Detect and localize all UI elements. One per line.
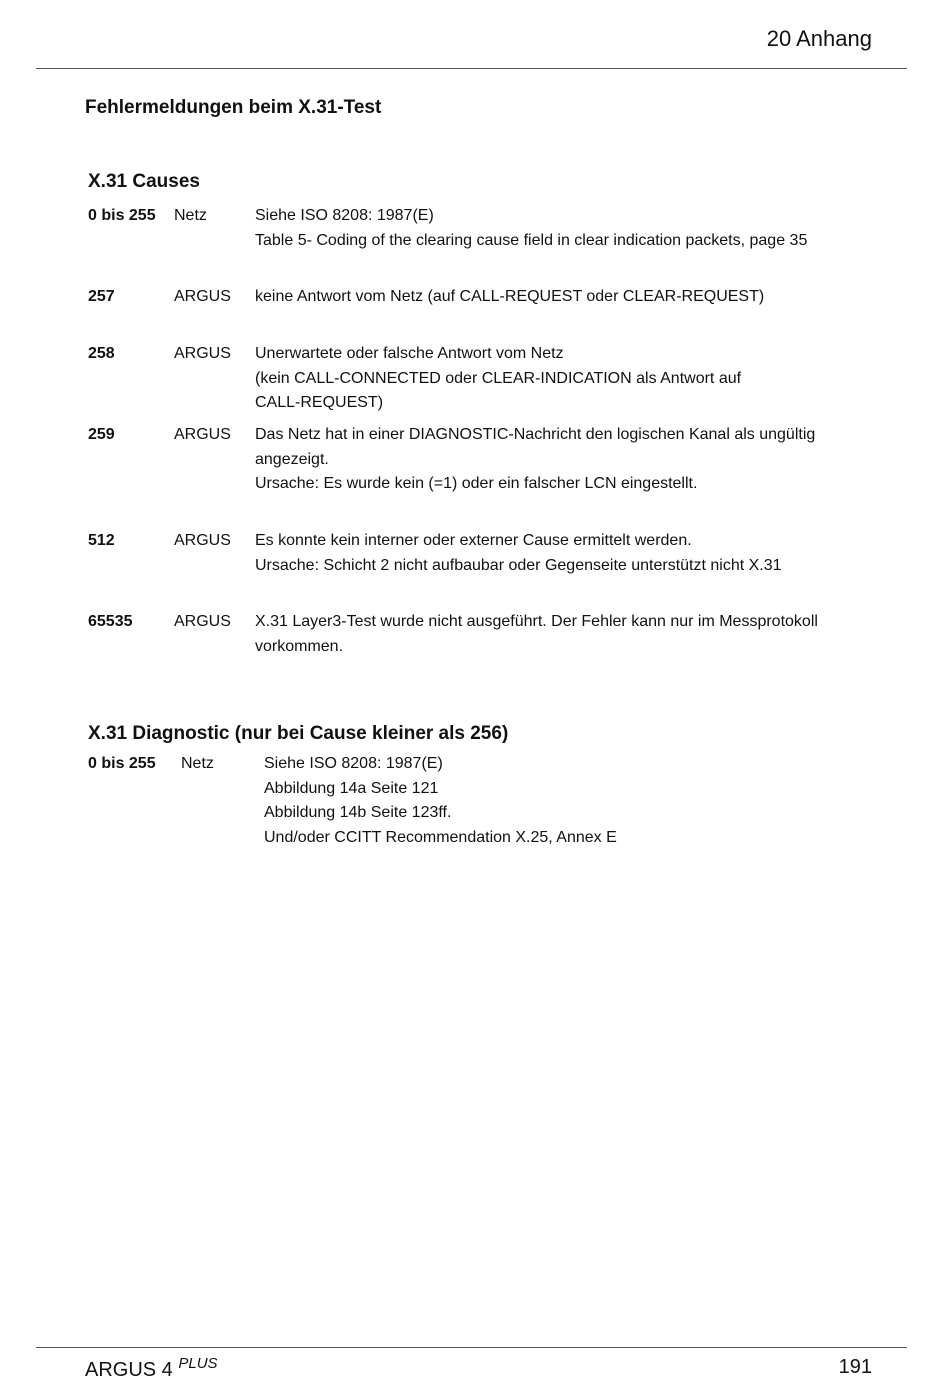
description-line: (kein CALL-CONNECTED oder CLEAR-INDICATION als Antwort auf <box>255 369 742 387</box>
cause-description <box>255 610 888 659</box>
description-line: Ursache: Schicht 2 nicht aufbaubar oder Gegenseite unterstützt nicht X.31 <box>255 556 782 574</box>
cause-row <box>88 204 888 285</box>
product-name: ARGUS 4 <box>85 1359 173 1381</box>
cause-code: 257 <box>88 288 115 305</box>
header-rule <box>36 68 907 69</box>
diagnostic-section <box>88 722 888 851</box>
description-line: Ursache: Es wurde kein (=1) oder ein falscher LCN eingestellt. <box>255 475 698 493</box>
page-number: 191 <box>838 1356 872 1378</box>
cause-row <box>88 285 888 342</box>
cause-code: 259 <box>88 426 115 443</box>
causes-section <box>88 170 888 660</box>
diagnostic-title: X.31 Diagnostic (nur bei Cause kleiner als 256) <box>88 723 509 744</box>
description-line: keine Antwort vom Netz (auf CALL-REQUEST oder CLEAR-REQUEST) <box>255 288 765 305</box>
diagnostic-description <box>264 752 888 851</box>
diagnostic-row <box>88 752 888 851</box>
chapter-header: 20 Anhang <box>766 26 872 51</box>
description-line: Es konnte kein interner oder externer Cause ermittelt werden. <box>255 532 692 549</box>
cause-description <box>255 529 888 578</box>
cause-source: ARGUS <box>174 532 231 549</box>
product-suffix: PLUS <box>178 1355 218 1372</box>
cause-code: 0 bis 255 <box>88 207 156 224</box>
diagnostic-source: Netz <box>181 755 214 772</box>
description-line: Abbildung 14a Seite 121 <box>264 779 439 797</box>
cause-row <box>88 610 888 660</box>
cause-source: ARGUS <box>174 426 231 443</box>
causes-title: X.31 Causes <box>88 171 200 192</box>
cause-code: 258 <box>88 345 115 362</box>
description-line: Das Netz hat in einer DIAGNOSTIC-Nachricht den logischen Kanal als ungültig <box>255 426 816 443</box>
cause-source: ARGUS <box>174 345 231 362</box>
description-line: vorkommen. <box>255 637 344 655</box>
description-line: Unerwartete oder falsche Antwort vom Netz <box>255 345 564 362</box>
cause-code: 65535 <box>88 613 133 630</box>
cause-description <box>255 285 888 310</box>
description-line: angezeigt. <box>255 450 329 468</box>
description-line: X.31 Layer3-Test wurde nicht ausgeführt. Der Fehler kann nur im Messprotokoll <box>255 613 818 630</box>
cause-source: ARGUS <box>174 613 231 630</box>
description-line: Siehe ISO 8208: 1987(E) <box>255 207 434 224</box>
cause-description <box>255 342 888 416</box>
cause-code: 512 <box>88 532 115 549</box>
cause-row <box>88 423 888 529</box>
description-line: Siehe ISO 8208: 1987(E) <box>264 755 443 772</box>
footer-product-name <box>85 1355 218 1382</box>
cause-description <box>255 204 888 253</box>
description-line: Und/oder CCITT Recommendation X.25, Annex E <box>264 829 617 847</box>
cause-source: ARGUS <box>174 288 231 305</box>
description-line: Abbildung 14b Seite 123ff. <box>264 804 452 822</box>
cause-source: Netz <box>174 207 207 224</box>
footer-rule <box>36 1347 907 1348</box>
cause-row <box>88 342 888 423</box>
diagnostic-code: 0 bis 255 <box>88 755 156 772</box>
cause-row <box>88 529 888 610</box>
page-title: Fehlermeldungen beim X.31-Test <box>85 97 382 118</box>
description-line: CALL-REQUEST) <box>255 394 384 412</box>
cause-description <box>255 423 888 497</box>
description-line: Table 5- Coding of the clearing cause field in clear indication packets, page 35 <box>255 231 808 249</box>
